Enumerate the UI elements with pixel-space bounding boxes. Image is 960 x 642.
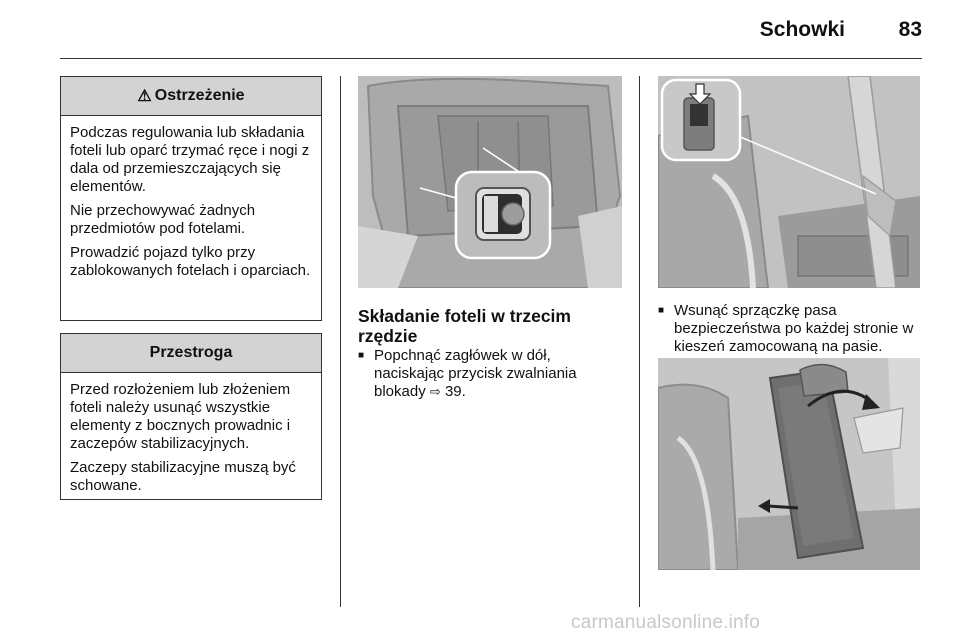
watermark-text: carmanualsonline.info xyxy=(571,612,761,633)
list-item-text xyxy=(358,347,620,401)
arrow-reference-icon: ⇨ xyxy=(429,384,441,399)
caution-box-title: Przestroga xyxy=(149,344,233,361)
bullet-square-icon: ■ xyxy=(658,305,665,316)
list-item xyxy=(358,347,620,401)
rear-seat-release-photo xyxy=(358,76,622,288)
column-divider xyxy=(639,76,640,607)
seat-folding-photo xyxy=(658,358,920,570)
warning-triangle-icon: ⚠ xyxy=(137,88,152,105)
caution-paragraph: Przed rozłożeniem lub złożeniem foteli należy usunąć wszystkie elementy z bocznych prowadnic i zaczepów stabilizacyjnych. xyxy=(70,381,291,452)
warning-box-title: Ostrzeżenie xyxy=(154,87,245,104)
warning-paragraph: Podczas regulowania lub składania foteli lub oparć trzymać ręce i nogi z dala od przemieszczających się elementów. xyxy=(70,124,310,195)
warning-box-header xyxy=(61,77,321,116)
caution-paragraph: Zaczepy stabilizacyjne muszą być schowane. xyxy=(70,459,296,494)
section-heading: Składanie foteli w trzecim rzędzie xyxy=(358,306,571,346)
page-header-title: Schowki xyxy=(759,18,845,41)
list-item-text: Wsunąć sprzączkę pasa bezpieczeństwa po każdej stronie w kieszeń zamocowaną na pasie. xyxy=(674,302,914,355)
warning-paragraph: Prowadzić pojazd tylko przy zablokowanych fotelach i oparciach. xyxy=(70,244,311,279)
cross-reference-page: 39. xyxy=(444,383,466,400)
caution-box xyxy=(60,333,322,500)
page-number: 83 xyxy=(898,18,922,41)
caution-box-header xyxy=(61,334,321,373)
caution-box-body xyxy=(61,373,321,504)
warning-paragraph: Nie przechowywać żadnych przedmiotów pod fotelami. xyxy=(70,202,256,237)
warning-box-body xyxy=(61,116,321,289)
bullet-text: Popchnąć zagłówek w dół, naciskając przycisk zwalniania blokady xyxy=(374,347,577,400)
column-divider xyxy=(340,76,341,607)
bullet-square-icon: ■ xyxy=(358,350,365,361)
header-divider xyxy=(60,58,922,59)
list-item xyxy=(658,302,920,356)
warning-box xyxy=(60,76,322,321)
seat-belt-buckle-photo xyxy=(658,76,920,288)
